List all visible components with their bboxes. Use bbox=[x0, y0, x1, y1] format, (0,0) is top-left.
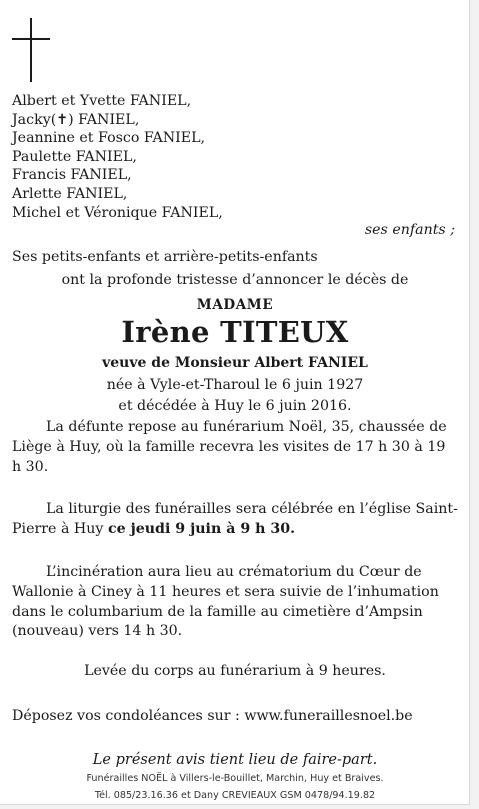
death-line: et décédée à Huy le 6 juin 2016. bbox=[118, 398, 352, 414]
children-label: ses enfants ; bbox=[364, 222, 455, 238]
cremation-paragraph: L’incinération aura lieu au crématorium du Cœur de Wallonie à Ciney à 11 heures et sera suivie de l’inhumation dans le columbarium de la famille au cimetière d’Ampsin (nouveau) vers 14 h 30. bbox=[12, 564, 439, 640]
viewing-paragraph: La défunte repose au funérarium Noël, 35, chaussée de Liège à Huy, où la famille recevra les visites de 17 h 30 à 19 h 30. bbox=[12, 419, 447, 475]
family-member: Francis FANIEL, bbox=[12, 167, 132, 184]
liturgy-date: ce jeudi 9 juin à 9 h 30. bbox=[107, 520, 296, 537]
family-member: Albert et Yvette FANIEL, bbox=[12, 93, 192, 109]
faire-part-notice: Le présent avis tient lieu de faire-part. bbox=[92, 752, 378, 768]
announcement-line: ont la profonde tristesse d’annoncer le décès de bbox=[61, 272, 409, 288]
family-member: Arlette FANIEL, bbox=[12, 185, 128, 202]
family-member: Jeannine et Fosco FANIEL, bbox=[12, 130, 206, 147]
family-member: Michel et Véronique FANIEL, bbox=[12, 204, 223, 221]
liturgy-paragraph bbox=[12, 500, 458, 540]
family-member: Paulette FANIEL, bbox=[12, 148, 137, 165]
liturgy-text: La liturgie des funérailles sera célébrée en l’église Saint-Pierre à Huy bbox=[12, 501, 458, 537]
honorific-title: MADAME bbox=[196, 297, 274, 313]
family-list bbox=[12, 92, 223, 222]
grandchildren-line: Ses petits-enfants et arrière-petits-enfants bbox=[12, 249, 318, 265]
footer-funeral-home: Funérailles NOËL à Villers-le-Bouillet, Marchin, Huy et Braives. bbox=[86, 773, 384, 784]
deceased-name: Irène TITEUX bbox=[121, 315, 349, 349]
birth-line: née à Vyle-et-Tharoul le 6 juin 1927 bbox=[106, 377, 364, 393]
cross-icon bbox=[12, 18, 50, 82]
footer-contact: Tél. 085/23.16.36 et Dany CREVIEAUX GSM 0478/94.19.82 bbox=[94, 790, 376, 801]
levee-line: Levée du corps au funérarium à 9 heures. bbox=[84, 663, 386, 679]
family-member: Jacky(✝) FANIEL, bbox=[12, 111, 140, 128]
widow-line: veuve de Monsieur Albert FANIEL bbox=[102, 355, 368, 371]
condolences-line: Déposez vos condoléances sur : www.funeraillesnoel.be bbox=[12, 708, 413, 724]
